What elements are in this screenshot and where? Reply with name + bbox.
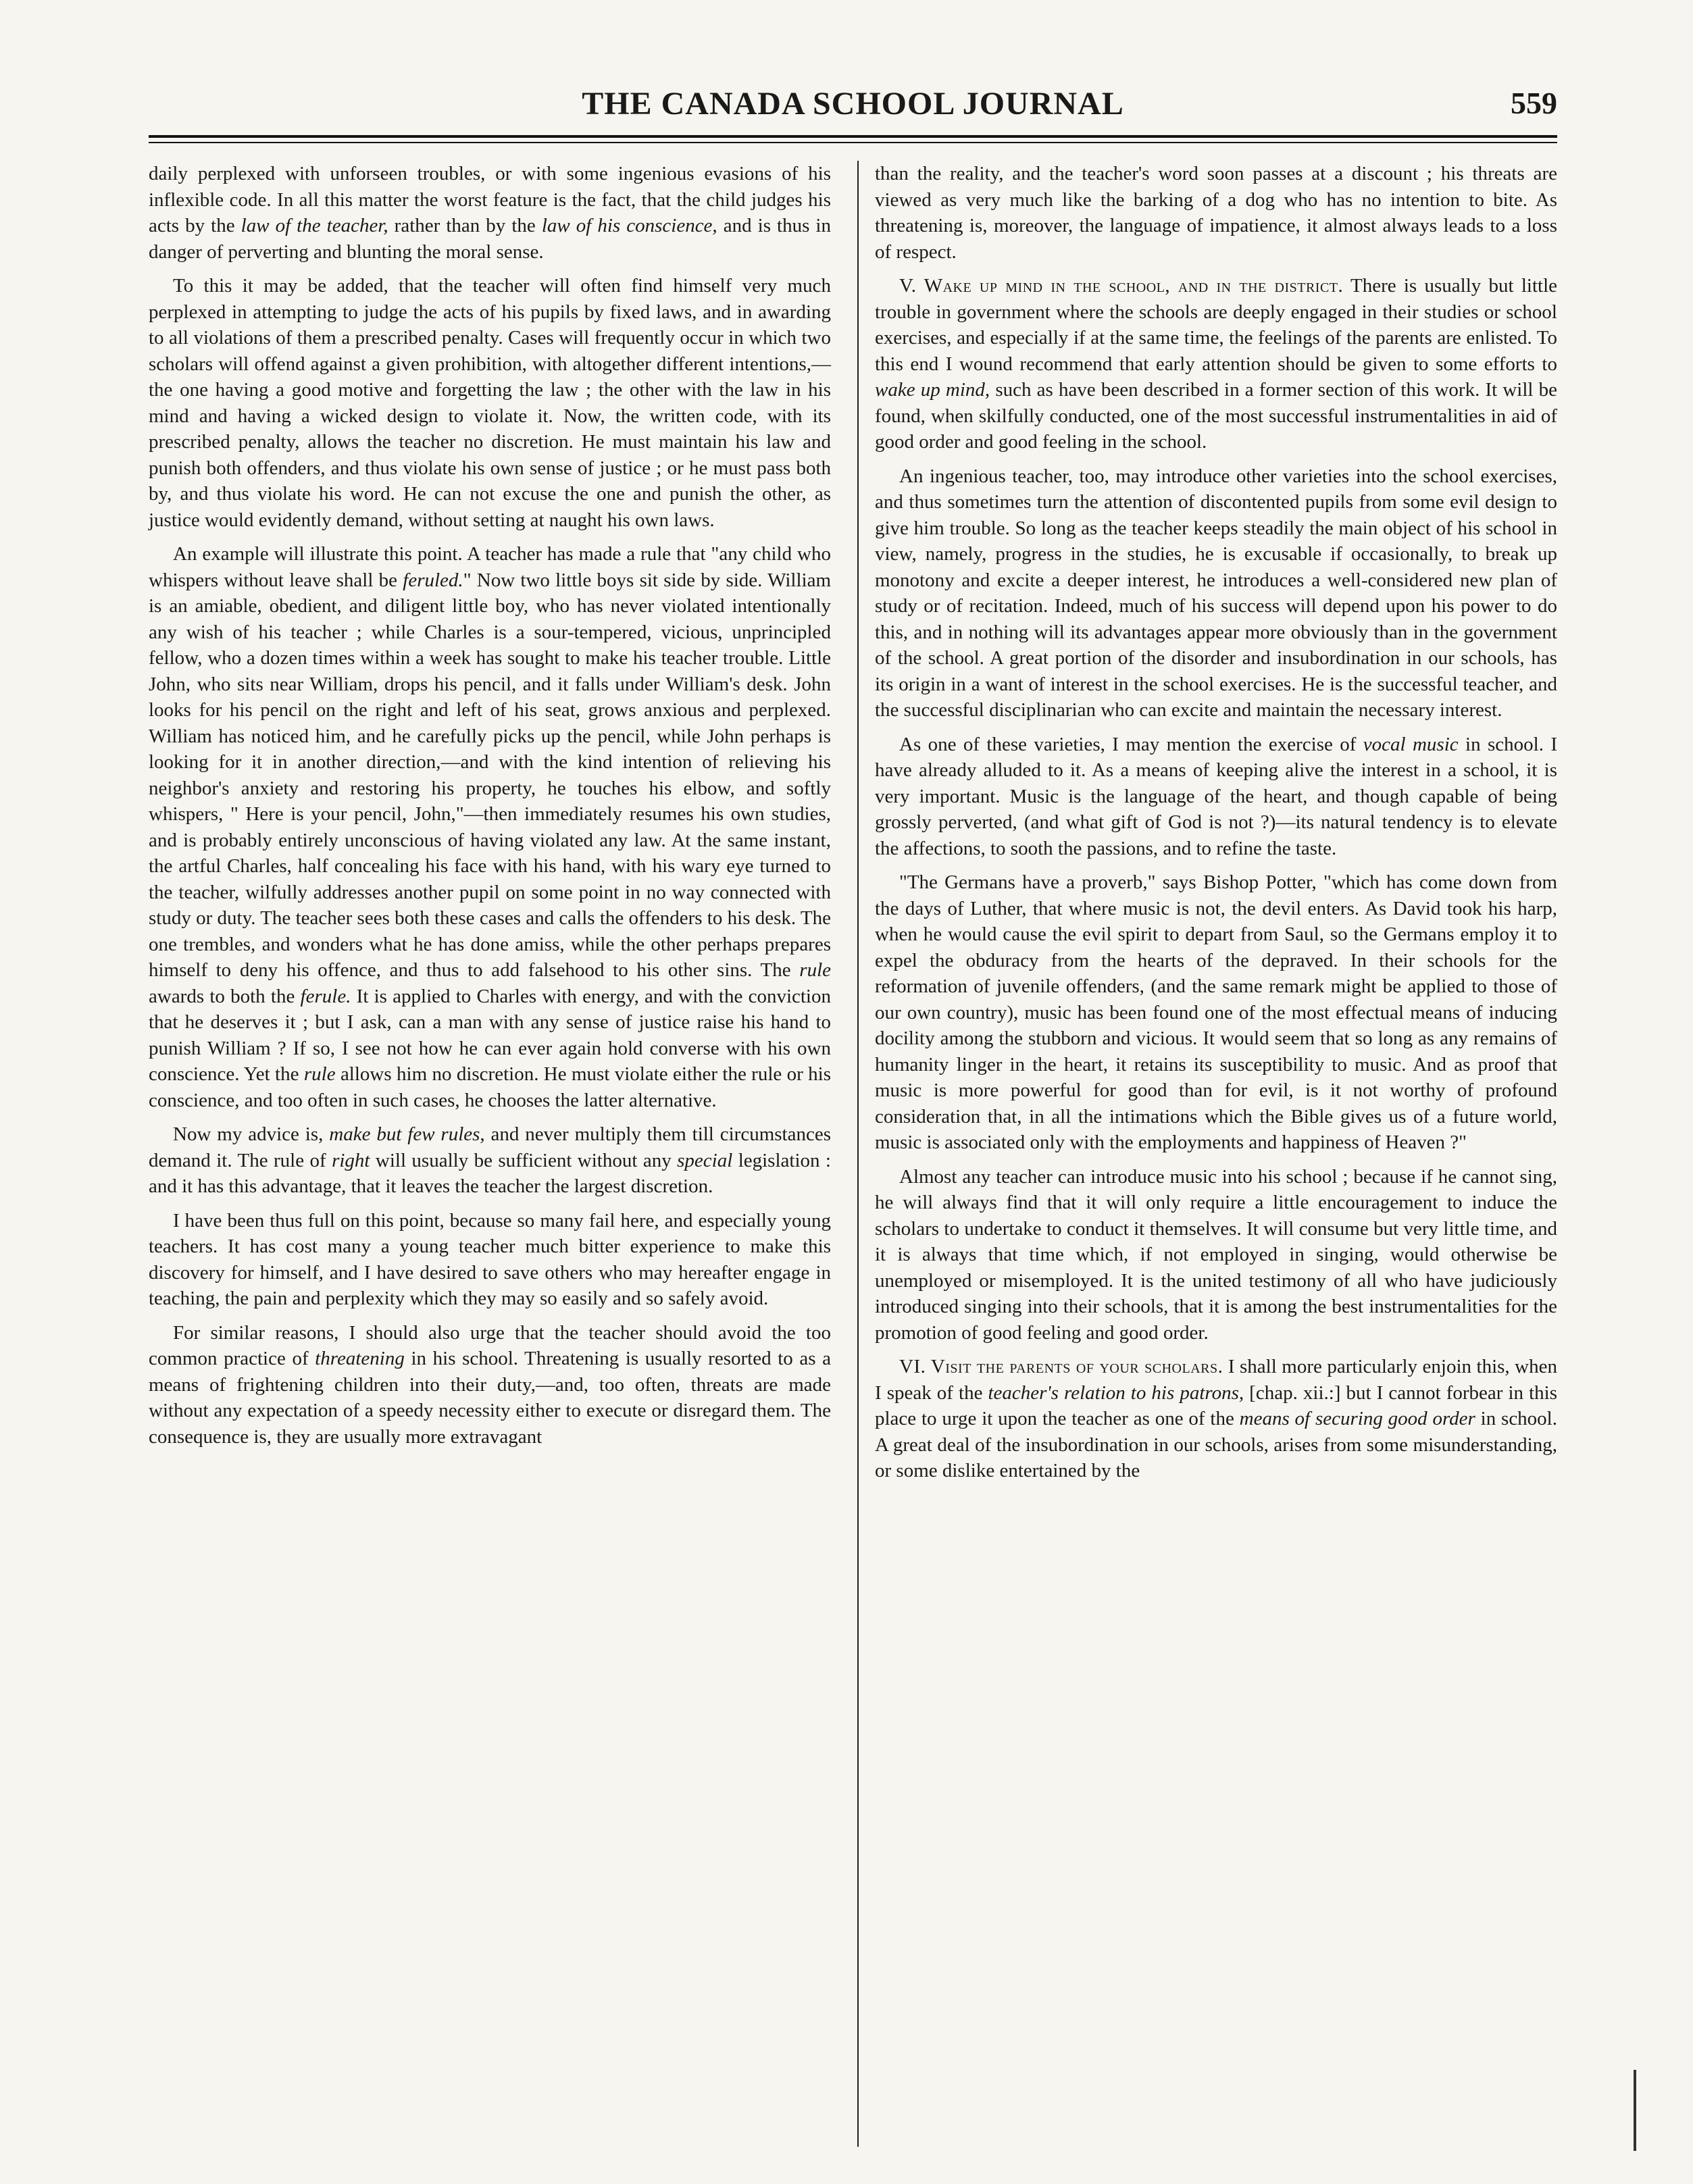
paragraph: V. Wake up mind in the school, and in the district. There is usually but little trouble in government where the schools are deeply engaged in their studies or school exercises, and especially if at the same time, the feelings of the parents are enlisted. To this end I wound recommend that early attention should be given to some efforts to wake up mind, such as have been described in a former section of this work. It will be found, when skilfully conducted, one of the most successful instrumentalities in aid of good order and good feeling in the school. (875, 275, 1557, 453)
journal-title: THE CANADA SCHOOL JOURNAL (582, 86, 1124, 122)
header-rule-thin (149, 142, 1557, 143)
section-heading: VI. Visit the parents of your scholars. (899, 1356, 1223, 1377)
paragraph: than the reality, and the teacher's word soon passes at a discount ; his threats are viewed as very much like the barking of a dog who has no intention to bite. As threatening is, moreover, the language of impatience, it almost always leads to a loss of respect. (875, 163, 1557, 263)
section-heading: V. Wake up mind in the school, and in the district. (899, 275, 1344, 297)
paragraph: Almost any teacher can introduce music into his school ; because if he cannot sing, he will always find that it will only require a little encouragement to induce the scholars to undertake to conduct it themselves. It will consume but very little time, and it is always that time which, if not employed in singing, would otherwise be unemployed or misemployed. It is the united testimony of all who have judiciously introduced singing into their schools, that it is among the best instrumentalities for the promotion of good feeling and good order. (875, 1165, 1557, 1344)
column-divider (857, 161, 859, 2147)
right-column (875, 161, 1557, 1492)
paragraph: VI. Visit the parents of your scholars. I shall more particularly enjoin this, when I speak of the teacher's relation to his patrons, [chap. xii.:] but I cannot forbear in this place to urge it upon the teacher as one of the means of securing good order in school. A great deal of the insubordination in our schools, arises from some misunderstanding, or some dislike entertained by the (875, 1356, 1557, 1481)
paragraph: To this it may be added, that the teacher will often find himself very much perplexed in attempting to judge the acts of his pupils by fixed laws, and in awarding to all violations of them a prescribed penalty. Cases will frequently occur in which two scholars will offend against a given prohibition, with altogether different intentions,—the one having a good motive and forgetting the law ; the other with the law in his mind and having a wicked design to violate it. Now, the written code, with its prescribed penalty, allows the teacher no discretion. He must maintain his law and punish both offenders, and thus violate his own sense of justice ; or he must pass both by, and thus violate his word. He can not excuse the one and punish the other, as justice would evidently demand, without setting at naught his own laws. (149, 275, 831, 531)
header-rule (149, 135, 1557, 138)
paragraph: For similar reasons, I should also urge that the teacher should avoid the too common practice of threatening in his school. Threatening is usually resorted to as a means of frightening children into their duty,—and, too often, threats are made without any expectation of a speedy necessity either to execute or disregard them. The consequence is, they are usually more extravagant (149, 1321, 831, 1448)
scan-edge-mark (1634, 2070, 1636, 2151)
paragraph: Now my advice is, make but few rules, and never multiply them till circumstances demand it. The rule of right will usually be sufficient without any special legislation : and it has this advantage, that it leaves the teacher the largest discretion. (149, 1123, 832, 1197)
paragraph: daily perplexed with unforseen troubles, or with some ingenious evasions of his inflexible code. In all this matter the worst feature is the fact, that the child judges his acts by the law of the teacher, rather than by the law of his conscience, and is thus in danger of perverting and blunting the moral sense. (149, 163, 831, 263)
paragraph: "The Germans have a proverb," says Bishop Potter, "which has come down from the days of Luther, that where music is not, the devil enters. As David took his harp, when he would cause the evil spirit to depart from Saul, so the Germans employ it to expel the obduracy from the hearts of the depraved. In their schools for the reformation of juvenile offenders, (and the same remark might be applied to those of our own country), music has been found one of the most effectual means of inducing docility among the stubborn and vicious. It would seem that so long as any remains of humanity linger in the heart, it retains its susceptibility to music. And as proof that music is more powerful for good than for evil, is it not worthy of profound consideration that, in all the intimations which the Bible gives us of a future world, music is associated only with the employments and happiness of Heaven ?" (875, 871, 1557, 1153)
paragraph: As one of these varieties, I may mention the exercise of vocal music in school. I have already alluded to it. As a means of keeping alive the interest in a school, it is very important. Music is the language of the heart, and though capable of being grossly perverted, (and what gift of God is not ?)—its natural tendency is to elevate the affections, to sooth the passions, and to refine the taste. (875, 733, 1557, 859)
left-column (149, 161, 831, 1458)
paragraph: An ingenious teacher, too, may introduce other varieties into the school exercises, and thus sometimes turn the attention of discontented pupils from some evil design to give him trouble. So long as the teacher keeps steadily the main object of his school in view, namely, progress in the studies, he is excusable if occasionally, to break up monotony and excite a deeper interest, he introduces a well-considered new plan of study or of recitation. Indeed, much of his success will depend upon his power to do this, and in nothing will its advantages appear more obviously than in the government of the school. A great portion of the disorder and insubordination in our schools, has its origin in a want of interest in the school exercises. He is the successful teacher, and the successful disciplinarian who can excite and maintain the necessary interest. (875, 465, 1557, 721)
page-header (149, 80, 1557, 128)
paragraph: An example will illustrate this point. A teacher has made a rule that "any child who whispers without leave shall be feruled." Now two little boys sit side by side. William is an amiable, obedient, and diligent little boy, who has never violated intentionally any wish of his teacher ; while Charles is a sour-tempered, vicious, unprincipled fellow, who a dozen times within a week has sought to make his teacher trouble. Little John, who sits near William, drops his pencil, and it falls under William's desk. John looks for his pencil on the right and left of his seat, grows anxious and perplexed. William has noticed him, and he carefully picks up the pencil, while John perhaps is looking for it in another direction,—and with the kind intention of relieving his neighbor's anxiety and restoring his property, he touches his elbow, and softly whispers, " Here is your pencil, John,"—then immediately resumes his own studies, and is probably entirely unconscious of having violated any law. At the same instant, the artful Charles, half concealing his face with his hand, with his wary eye turned to the teacher, wilfully addresses another pupil on some point in no way connected with study or duty. The teacher sees both these cases and calls the offenders to his desk. The one trembles, and wonders what he has done amiss, while the other perhaps prepares himself to deny his offence, and thus to add falsehood to his other sins. The rule awards to both the ferule. It is applied to Charles with energy, and with the conviction that he deserves it ; but I ask, can a man with any sense of justice raise his hand to punish William ? If so, I see not how he can ever again hold converse with his own conscience. Yet the rule allows him no discretion. He must violate either the rule or his conscience, and too often in such cases, he chooses the latter alternative. (149, 543, 832, 1111)
page-number: 559 (1511, 86, 1557, 120)
paragraph: I have been thus full on this point, because so many fail here, and especially young teachers. It has cost many a young teacher much bitter experience to make this discovery for himself, and I have desired to save others who may hereafter engage in teaching, the pain and perplexity which they may so easily and so safely avoid. (149, 1209, 831, 1309)
